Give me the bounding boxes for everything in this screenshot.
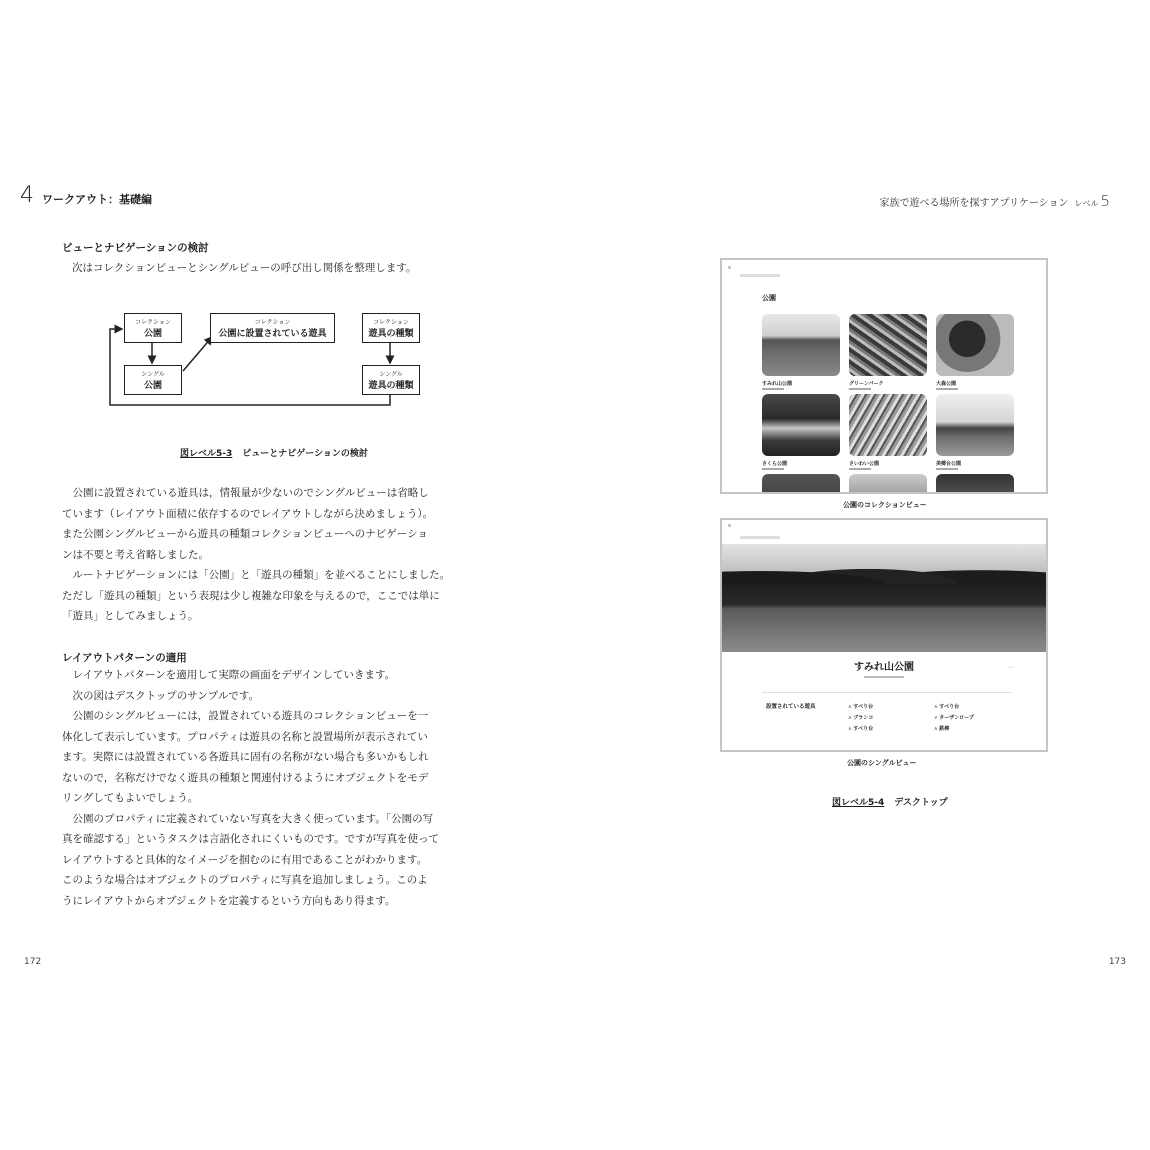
- text-line: リングしてもよいでしょう。: [62, 792, 199, 804]
- figure-title: ビューとナビゲーションの検討: [242, 449, 368, 459]
- slide-icon: ⋏: [934, 704, 940, 710]
- park-name-title: すみれ山公園: [854, 662, 914, 673]
- window-dot: [728, 524, 731, 527]
- equipment-list-right: [934, 702, 974, 735]
- park-name: 大森公園: [936, 381, 957, 387]
- box-type: コレクション: [135, 319, 171, 326]
- collection-title: 公園: [762, 294, 776, 302]
- text-line: 次の図はデスクトップのサンプルです。: [62, 689, 259, 702]
- text-line: ます。実際には設置されている各遊具に固有の名称がない場合も多いかもしれ: [62, 751, 429, 763]
- list-item[interactable]: ⋏ 鉄棒: [934, 726, 950, 732]
- text-line: ないので，名称だけでなく遊具の種類と関連付けるようにオブジェクトをモデ: [62, 771, 429, 784]
- box-type: コレクション: [373, 319, 409, 326]
- park-photo[interactable]: [762, 394, 840, 456]
- rope-icon: ⋎: [934, 715, 940, 721]
- collection-view-mockup: [720, 258, 1048, 494]
- section-heading-views: ビューとナビゲーションの検討: [62, 242, 209, 254]
- section-intro: [62, 258, 474, 279]
- list-item[interactable]: ⋏ すべり台: [848, 726, 874, 732]
- park-name: さくら公園: [762, 461, 788, 467]
- text-line: レイアウトすると具体的なイメージを掴むのに有用であることがわかります。: [62, 853, 428, 866]
- park-photo[interactable]: [762, 314, 840, 376]
- box-single-park: [124, 365, 182, 395]
- text-line: ています（レイアウト面積に依存するのでレイアウトしながら決めましょう）。: [62, 507, 434, 520]
- park-photo[interactable]: [849, 474, 927, 494]
- navigation-diagram: [100, 305, 430, 415]
- box-type: シングル: [379, 371, 403, 378]
- box-name: 公園: [143, 329, 162, 339]
- list-item[interactable]: ⋏ すべり台: [848, 704, 874, 710]
- text-line: 公園のプロパティに定義されていない写真を大きく使っています。「公園の写: [62, 812, 434, 825]
- box-collection-equipment: [210, 313, 335, 343]
- slide-icon: ⋏: [848, 726, 854, 732]
- equipment-section-label: 設置されている遊具: [766, 704, 816, 710]
- park-subtitle: [849, 388, 871, 390]
- text-line: ルートナビゲーションには「公園」と「遊具の種類」を並べることにしました。: [62, 569, 451, 581]
- intro-line: 次はコレクションビューとシングルビューの呼び出し関係を整理します。: [72, 262, 417, 274]
- park-photo[interactable]: [849, 394, 927, 456]
- text-line: ンは不要と考え省略しました。: [62, 548, 209, 561]
- equipment-list-left: [848, 702, 873, 735]
- divider: [762, 692, 1012, 693]
- figure-label: 図レベル5-4: [832, 798, 885, 808]
- text-line: 体化して表示しています。プロパティは遊具の名称と設置場所が表示されてい: [62, 730, 428, 743]
- tree-line: [722, 554, 1046, 584]
- figure-title: デスクトップ: [894, 798, 948, 808]
- park-name: 美郷台公園: [936, 461, 962, 467]
- box-collection-equipment-type: [362, 313, 420, 343]
- text-line: 真を確認する」というタスクは言語化されにくいものです。ですが写真を使って: [62, 833, 440, 845]
- park-photo[interactable]: [849, 314, 927, 376]
- park-subtitle: [762, 468, 784, 470]
- box-name: 遊具の種類: [368, 329, 414, 339]
- text-line: このような場合はオブジェクトのプロパティに写真を追加しましょう。このよ: [62, 874, 428, 886]
- figure-label: 図レベル5-3: [180, 449, 233, 459]
- list-item[interactable]: ⋎ ターザンロープ: [934, 715, 974, 721]
- chapter-title: ワークアウト：基礎編: [42, 193, 152, 206]
- bar-icon: ⋏: [934, 726, 940, 732]
- park-name: すみれ山公園: [762, 381, 793, 387]
- figure-caption-5-3: [180, 446, 368, 459]
- single-view-caption: 公園のシングルビュー: [847, 759, 917, 767]
- park-subtitle: [849, 468, 871, 470]
- park-name: さいわい公園: [849, 461, 880, 467]
- text-line: 公園のシングルビューには，設置されている遊具のコレクションビューを一: [62, 710, 429, 722]
- park-subtitle: [936, 388, 958, 390]
- park-photo[interactable]: [936, 474, 1014, 494]
- section-heading-layout: レイアウトパターンの適用: [62, 652, 187, 664]
- park-name: グリーンパーク: [849, 381, 884, 387]
- text-line: 「遊具」としてみましょう。: [62, 610, 199, 622]
- running-title: [879, 192, 1110, 210]
- box-name: 公園に設置されている遊具: [218, 329, 327, 339]
- running-title-text: 家族で遊べる場所を探すアプリケーション: [879, 198, 1069, 209]
- slide-icon: ⋏: [848, 704, 854, 710]
- arrow-diagonal: [183, 337, 212, 371]
- box-single-equipment-type: [362, 365, 420, 395]
- list-item[interactable]: ⋏ すべり台: [934, 704, 960, 710]
- park-subtitle-line: [864, 676, 904, 678]
- chapter-number: 4: [20, 183, 34, 208]
- nav-bar: [740, 536, 780, 539]
- text-line: また公園シングルビューから遊具の種類コレクションビューへのナビゲーショ: [62, 528, 428, 540]
- text-line: 公園に設置されている遊具は，情報量が少ないのでシングルビューは省略し: [62, 487, 429, 499]
- body-paragraph-1: [62, 483, 474, 627]
- text-line: うにレイアウトからオブジェクトを定義するという方向もあり得ます。: [62, 894, 396, 907]
- level-number: 5: [1100, 192, 1110, 210]
- text-line: レイアウトパターンを適用して実際の画面をデザインしていきます。: [62, 669, 396, 681]
- park-photo[interactable]: [936, 394, 1014, 456]
- collection-view-caption: 公園のコレクションビュー: [843, 501, 927, 509]
- text-line: ただし「遊具の種類」という表現は少し複雑な印象を与えるので，ここでは単に: [62, 589, 440, 602]
- nav-bar: [740, 274, 780, 277]
- level-label: レベル: [1074, 199, 1099, 208]
- page-number-left: 172: [24, 957, 42, 967]
- box-name: 公園: [143, 381, 162, 391]
- park-photo[interactable]: [936, 314, 1014, 376]
- box-collection-park: [124, 313, 182, 343]
- window-dot: [728, 266, 731, 269]
- single-view-mockup: [720, 518, 1048, 752]
- park-subtitle: [762, 388, 784, 390]
- box-type: シングル: [141, 371, 165, 378]
- swing-icon: ⋏: [848, 715, 854, 721]
- park-photo[interactable]: [762, 474, 840, 494]
- box-type: コレクション: [254, 319, 291, 326]
- body-paragraph-2: [62, 665, 474, 911]
- page-number-right: 173: [1108, 957, 1126, 967]
- figure-caption-5-4: [832, 795, 948, 808]
- park-subtitle: [936, 468, 958, 470]
- box-name: 遊具の種類: [368, 381, 414, 391]
- list-item[interactable]: ⋏ ブランコ: [848, 715, 874, 721]
- more-icon[interactable]: ⋯: [1008, 664, 1014, 671]
